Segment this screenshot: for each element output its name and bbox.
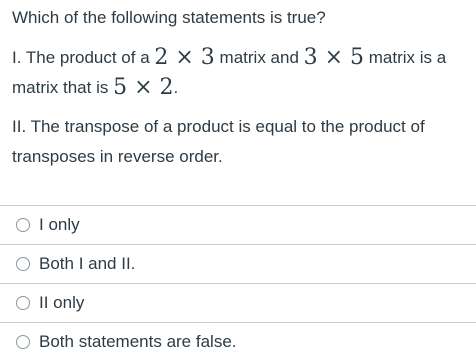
math-dimension: 5 × 2 [113,75,174,100]
answer-option-both-false[interactable] [0,322,476,361]
answer-label: Both I and II. [39,254,136,273]
statement-one-text: matrix and [214,48,304,67]
statement-two: II. The transpose of a product is equal to the product of transposes in reverse order. [12,117,425,166]
statement-one-text: I. The product of a [12,48,155,67]
answer-option-both-i-and-ii[interactable] [0,244,476,283]
math-dimension: 2 × 3 [154,45,215,70]
statement-one-text: . [173,78,179,97]
answer-label: I only [39,215,80,234]
radio-button-icon[interactable] [16,296,30,310]
question-prompt: Which of the following statements is true? [12,8,326,27]
radio-button-icon[interactable] [16,257,30,271]
radio-button-icon[interactable] [16,335,30,349]
statement-one [12,43,472,103]
answer-list [0,205,476,361]
answer-option-ii-only[interactable] [0,283,476,322]
statement-one-text: matrix is a matrix that is [12,48,447,97]
math-dimension: 3 × 5 [303,45,365,70]
radio-button-icon[interactable] [16,218,30,232]
answer-option-i-only[interactable] [0,205,476,244]
answer-label: Both statements are false. [39,332,237,351]
answer-label: II only [39,293,85,312]
